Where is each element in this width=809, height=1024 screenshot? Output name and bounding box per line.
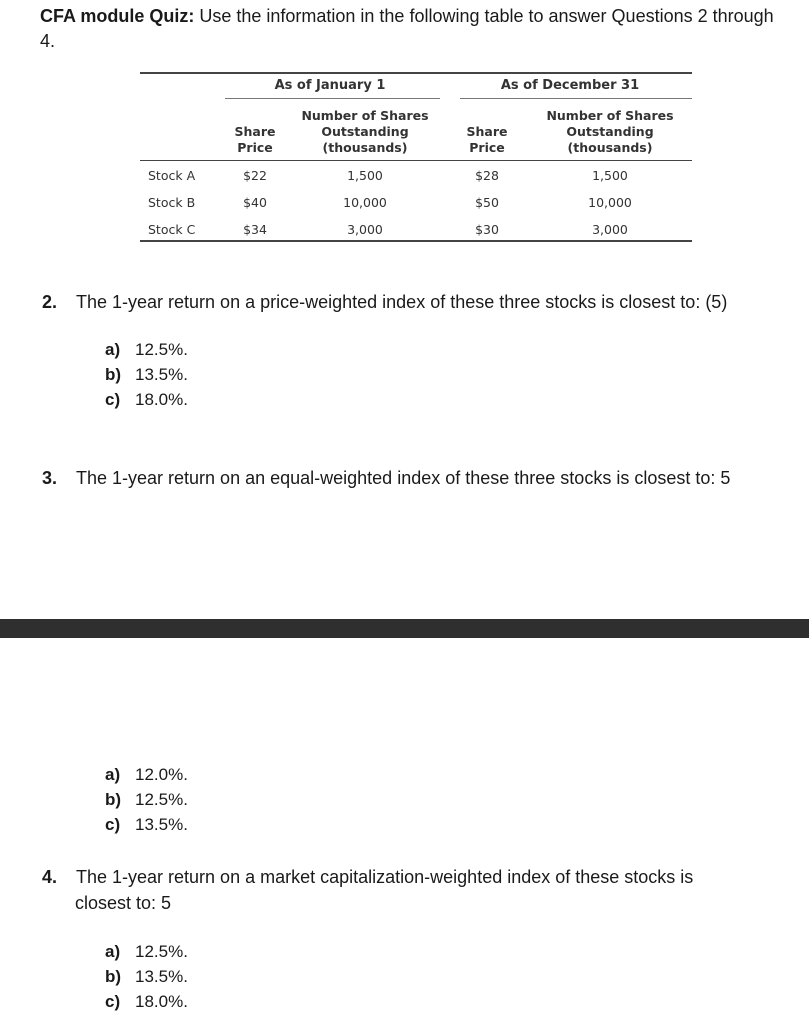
option-label: a) <box>105 765 121 784</box>
option-label: c) <box>105 815 121 834</box>
table-top-rule <box>140 72 692 74</box>
col-header-dec-price: Share Price <box>466 124 508 155</box>
quiz-intro <box>40 4 780 54</box>
row-stock-c-shares-jan: 3,000 <box>347 222 383 237</box>
question-2 <box>42 289 727 315</box>
separator-bar <box>0 619 809 638</box>
option-text: 13.5%. <box>135 967 188 986</box>
row-stock-a-name: Stock A <box>148 168 196 183</box>
row-stock-b-price-jan: $40 <box>243 195 267 210</box>
question-3 <box>42 465 730 491</box>
option-item[interactable] <box>105 337 188 362</box>
option-item[interactable] <box>105 387 188 412</box>
option-text: 18.0%. <box>135 992 188 1011</box>
option-text: 13.5%. <box>135 365 188 384</box>
quiz-title: CFA module Quiz: <box>40 6 195 26</box>
col-header-dec-shares: Number of Shares Outstanding (thousands) <box>546 108 674 155</box>
question-2-number: 2. <box>42 292 58 312</box>
quiz-instructions: Use the information in the following table to answer Questions 2 through 4. <box>40 6 774 51</box>
question-3-number: 3. <box>42 468 58 488</box>
row-stock-b-price-dec: $50 <box>475 195 499 210</box>
row-stock-a-price-dec: $28 <box>475 168 499 183</box>
question-2-options <box>105 337 188 412</box>
option-item[interactable] <box>105 362 188 387</box>
option-text: 12.0%. <box>135 765 188 784</box>
option-text: 12.5%. <box>135 790 188 809</box>
option-item[interactable] <box>105 989 188 1014</box>
row-stock-a-price-jan: $22 <box>243 168 267 183</box>
stock-table <box>140 72 692 244</box>
option-label: b) <box>105 967 122 986</box>
question-4-number: 4. <box>42 867 58 887</box>
row-stock-c-name: Stock C <box>148 222 196 237</box>
option-label: a) <box>105 340 121 359</box>
option-item[interactable] <box>105 812 188 837</box>
option-item[interactable] <box>105 964 188 989</box>
question-4-options <box>105 939 188 1014</box>
col-header-jan-shares: Number of Shares Outstanding (thousands) <box>301 108 429 155</box>
option-label: b) <box>105 365 122 384</box>
question-3-options <box>105 762 188 837</box>
question-4 <box>42 864 693 890</box>
group-header-jan: As of January 1 <box>274 78 386 93</box>
option-text: 12.5%. <box>135 942 188 961</box>
row-stock-a-shares-dec: 1,500 <box>592 168 628 183</box>
question-4-text-continued: closest to: 5 <box>75 893 172 913</box>
option-label: a) <box>105 942 121 961</box>
option-item[interactable] <box>105 762 188 787</box>
question-2-text: The 1-year return on a price-weighted index of these three stocks is closest to: (5) <box>76 292 728 312</box>
row-stock-b-name: Stock B <box>148 195 196 210</box>
question-3-text: The 1-year return on an equal-weighted index of these three stocks is closest to: 5 <box>76 468 731 488</box>
option-text: 18.0%. <box>135 390 188 409</box>
group-underline-dec <box>460 98 692 99</box>
option-item[interactable] <box>105 939 188 964</box>
row-stock-c-shares-dec: 3,000 <box>592 222 628 237</box>
table-bottom-rule <box>140 240 692 242</box>
row-stock-b-shares-dec: 10,000 <box>588 195 632 210</box>
row-stock-c-price-jan: $34 <box>243 222 267 237</box>
option-label: b) <box>105 790 122 809</box>
col-header-jan-price: Share Price <box>234 124 276 155</box>
option-label: c) <box>105 992 121 1011</box>
option-item[interactable] <box>105 787 188 812</box>
option-label: c) <box>105 390 121 409</box>
table-header-rule <box>140 160 692 161</box>
row-stock-c-price-dec: $30 <box>475 222 499 237</box>
row-stock-b-shares-jan: 10,000 <box>343 195 387 210</box>
question-4-text: The 1-year return on a market capitalization-weighted index of these stocks is <box>76 867 694 887</box>
group-underline-jan <box>225 98 440 99</box>
option-text: 13.5%. <box>135 815 188 834</box>
group-header-dec: As of December 31 <box>500 78 640 93</box>
row-stock-a-shares-jan: 1,500 <box>347 168 383 183</box>
option-text: 12.5%. <box>135 340 188 359</box>
